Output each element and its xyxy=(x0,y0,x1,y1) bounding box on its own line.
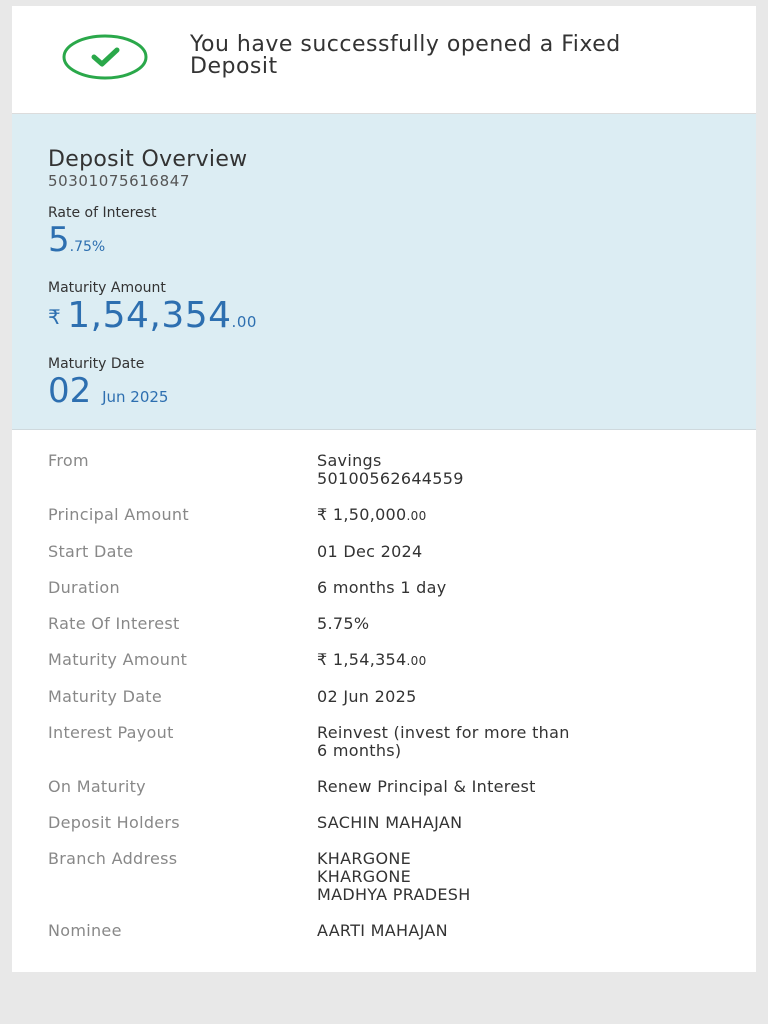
rate-label: Rate of Interest xyxy=(48,205,157,221)
overview-title: Deposit Overview xyxy=(48,147,248,172)
maturity-amount-dec: .00 xyxy=(406,654,427,668)
principal-int: ₹ 1,50,000 xyxy=(317,505,407,524)
footer-area xyxy=(12,972,756,1020)
deposit-confirmation-card xyxy=(12,6,756,988)
maturity-month-year: Jun 2025 xyxy=(102,388,169,406)
detail-value: AARTI MAHAJAN xyxy=(317,921,448,940)
detail-label: From xyxy=(48,451,89,470)
detail-label: On Maturity xyxy=(48,777,146,796)
detail-row-principal xyxy=(12,506,756,525)
success-banner xyxy=(12,6,756,114)
detail-label: Interest Payout xyxy=(48,723,174,742)
detail-value: Renew Principal & Interest xyxy=(317,777,536,796)
detail-value xyxy=(317,651,427,670)
maturity-amount-int: 1,54,354 xyxy=(67,295,232,336)
maturity-date-value xyxy=(48,373,756,415)
detail-label: Duration xyxy=(48,578,120,597)
detail-row-on-maturity xyxy=(12,778,756,796)
detail-label: Maturity Date xyxy=(48,687,163,706)
detail-value: SACHIN MAHAJAN xyxy=(317,813,463,832)
maturity-amount-value xyxy=(48,297,756,341)
principal-dec: .00 xyxy=(406,509,427,523)
detail-row-deposit-holders xyxy=(12,814,756,832)
detail-value: 6 months 1 day xyxy=(317,578,447,597)
maturity-amount-dec: .00 xyxy=(231,313,257,331)
detail-row-maturity-amount xyxy=(12,651,756,670)
detail-row-duration xyxy=(12,579,756,597)
rupee-icon: ₹ xyxy=(48,305,62,329)
detail-row-rate xyxy=(12,615,756,633)
success-message: You have successfully opened a Fixed Deposit xyxy=(190,32,621,79)
detail-value xyxy=(317,506,427,525)
detail-row-start-date xyxy=(12,543,756,561)
detail-label: Nominee xyxy=(48,921,122,940)
detail-row-branch-address xyxy=(12,850,756,904)
detail-row-maturity-date xyxy=(12,688,756,706)
detail-value: Savings 50100562644559 xyxy=(317,451,464,488)
rate-int: 5 xyxy=(48,220,70,260)
maturity-date-label: Maturity Date xyxy=(48,356,145,372)
check-circle-icon xyxy=(62,34,148,80)
rate-value xyxy=(48,222,756,265)
detail-row-interest-payout xyxy=(12,724,756,760)
maturity-amount-int: ₹ 1,54,354 xyxy=(317,650,407,669)
detail-row-from xyxy=(12,452,756,488)
detail-value: KHARGONE KHARGONE MADHYA PRADESH xyxy=(317,849,471,904)
detail-value: Reinvest (invest for more than 6 months) xyxy=(317,723,570,760)
maturity-day: 02 xyxy=(48,371,92,411)
rate-dec: .75% xyxy=(69,239,106,255)
detail-value: 01 Dec 2024 xyxy=(317,542,423,561)
maturity-amount-label: Maturity Amount xyxy=(48,280,166,296)
detail-value: 5.75% xyxy=(317,614,370,633)
deposit-account-number: 50301075616847 xyxy=(48,172,191,190)
detail-label: Principal Amount xyxy=(48,505,189,524)
detail-label: Deposit Holders xyxy=(48,813,180,832)
deposit-overview xyxy=(12,114,756,430)
deposit-details xyxy=(12,430,756,988)
detail-label: Branch Address xyxy=(48,849,178,868)
detail-value: 02 Jun 2025 xyxy=(317,687,417,706)
detail-label: Maturity Amount xyxy=(48,650,188,669)
detail-label: Start Date xyxy=(48,542,134,561)
detail-label: Rate Of Interest xyxy=(48,614,180,633)
detail-row-nominee xyxy=(12,922,756,940)
